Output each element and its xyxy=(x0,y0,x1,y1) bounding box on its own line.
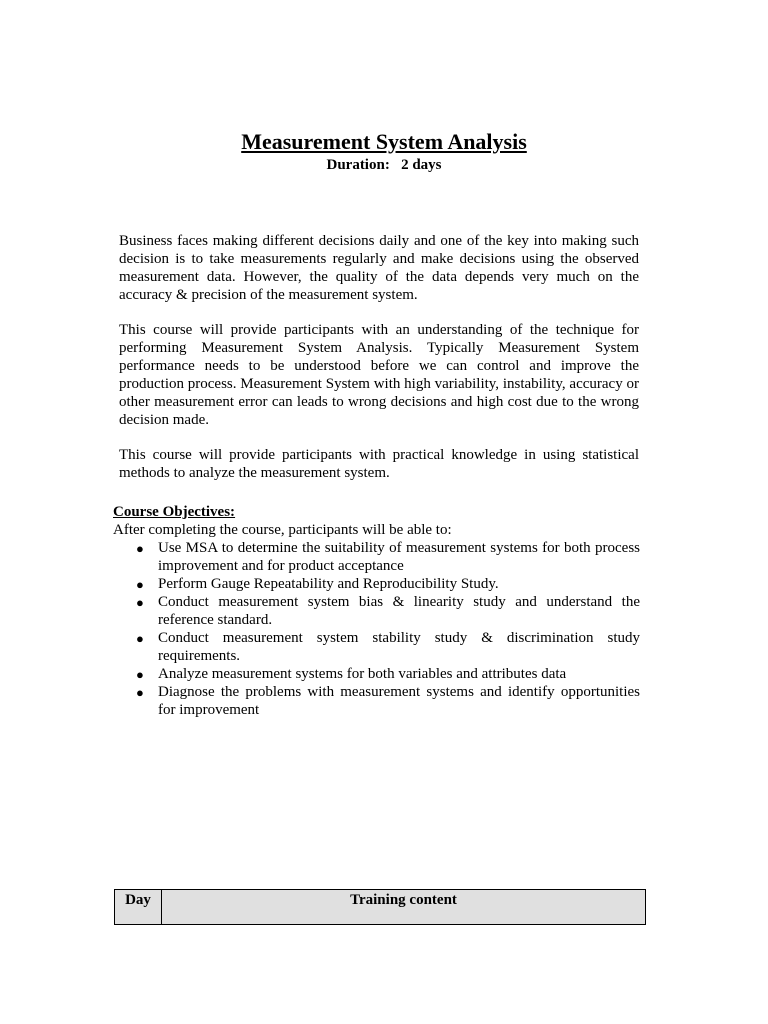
bullet-icon: ● xyxy=(136,541,144,556)
list-item xyxy=(136,593,640,629)
course-duration: Duration: 2 days xyxy=(326,157,442,173)
list-item xyxy=(136,575,640,593)
bullet-icon: ● xyxy=(136,685,144,700)
intro-paragraph-3: This course will provide participants with practical knowledge in using statistical methods to analyze the measurement system. xyxy=(119,447,639,481)
bullet-icon: ● xyxy=(136,631,144,646)
list-item xyxy=(136,629,640,665)
objective-text: Conduct measurement system bias & linearity study and understand the reference standard. xyxy=(158,594,640,628)
list-item xyxy=(136,539,640,575)
training-schedule-table xyxy=(114,889,646,925)
list-item xyxy=(136,665,640,683)
objective-text: Analyze measurement systems for both variables and attributes data xyxy=(158,666,567,682)
bullet-icon: ● xyxy=(136,577,144,592)
objective-text: Use MSA to determine the suitability of measurement systems for both process improvement and for product acceptance xyxy=(158,540,640,574)
document-title: Measurement System Analysis xyxy=(241,129,527,154)
bullet-icon: ● xyxy=(136,667,144,682)
table-header-row xyxy=(115,890,646,925)
table-header-day: Day xyxy=(115,890,162,925)
intro-paragraph-2: This course will provide participants with an understanding of the technique for performing Measurement System Analysis. Typically Measurement System performance needs to be understood before we can control and improve the production process. Measurement System with high variability, instability, accuracy or other measurement error can leads to wrong decisions and high cost due to the wrong decision made. xyxy=(119,322,639,428)
objective-text: Diagnose the problems with measurement systems and identify opportunities for improvement xyxy=(158,684,640,718)
intro-paragraph-1: Business faces making different decisions daily and one of the key into making such decision is to take measurements regularly and make decisions using the observed measurement data. However, the quality of the data depends very much on the accuracy & precision of the measurement system. xyxy=(119,233,639,303)
table-header-training-content: Training content xyxy=(162,890,646,925)
objectives-intro: After completing the course, participants will be able to: xyxy=(113,522,452,538)
bullet-icon: ● xyxy=(136,595,144,610)
objective-text: Conduct measurement system stability study & discrimination study requirements. xyxy=(158,630,640,664)
objectives-heading: Course Objectives: xyxy=(113,504,236,520)
objectives-list xyxy=(136,539,640,719)
list-item xyxy=(136,683,640,719)
objective-text: Perform Gauge Repeatability and Reproducibility Study. xyxy=(158,576,499,592)
